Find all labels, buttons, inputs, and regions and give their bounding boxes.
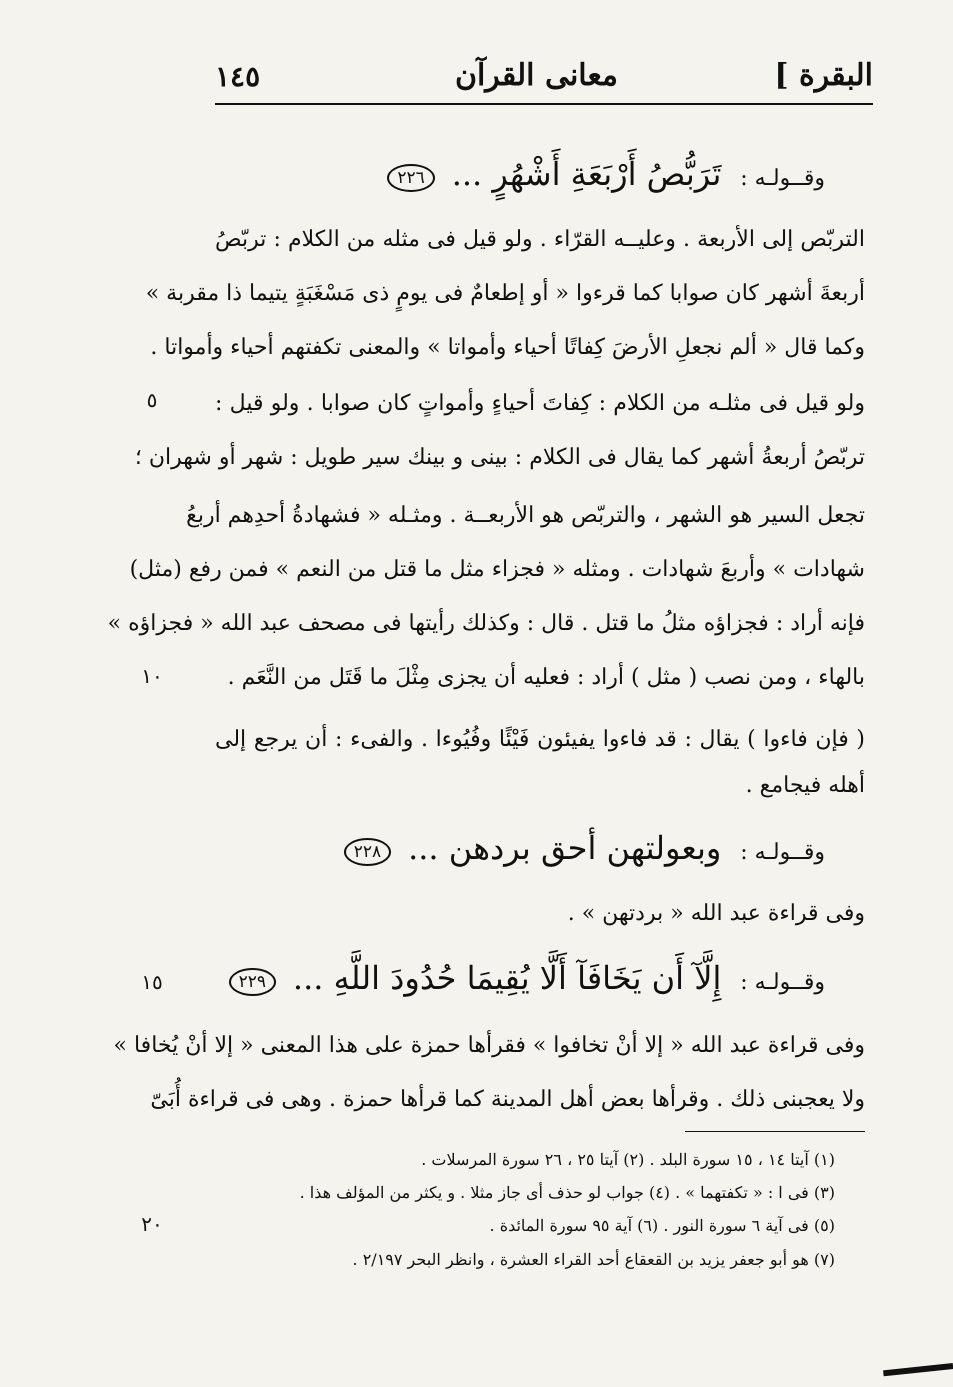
surah-name: البقرة ]: [774, 58, 873, 93]
verse-heading-226: [387, 148, 825, 205]
body-line: أربعةَ أشهر كان صوابا كما قرءوا « أو إطعامٌ فى يومٍ ذى مَسْغَبَةٍ يتيما ذا مقربة »: [145, 281, 865, 306]
body-line: بالهاء ، ومن نصب ( مثل ) أراد : فعليه أن يجزى مِثْلَ ما قَتَل من النَّعَم .: [227, 665, 865, 690]
page-number: ١٤٥: [215, 60, 261, 93]
verse-text: تَرَبُّصُ أَرْبَعَةِ أَشْهُرٍ ...: [451, 155, 722, 193]
body-line: شهادات » وأربعَ شهادات . ومثله « فجزاء مثل ما قتل من النعم » فمن رفع (مثل): [129, 557, 865, 582]
margin-line-number: ٥: [146, 388, 158, 412]
running-header: [215, 50, 873, 102]
body-line: وفى قراءة عبد الله « بردتهن » .: [567, 901, 865, 926]
footnote-rule: [685, 1131, 865, 1132]
body-line: وكما قال « ألم نجعلِ الأرضَ كِفاتًا أحياء وأمواتا » والمعنى تكفتهم أحياء وأمواتا .: [150, 335, 865, 360]
body-line: ( فإن فاءوا ) يقال : قد فاءوا يفيئون فَيْئًا وفُيُوءا . والفىء : أن يرجع إلى: [215, 727, 865, 752]
verse-text: إِلَّآ أَن يَخَافَآ أَلَّا يُقِيمَا حُدُودَ اللَّهِ ...: [292, 959, 722, 997]
body-line: تجعل السير هو الشهر ، والتربّص هو الأربعــة . ومثـله « فشهادةُ أحدِهم أربعُ: [186, 503, 865, 528]
margin-line-number: ٢٠: [141, 1212, 163, 1236]
body-line: أهله فيجامع .: [745, 773, 865, 798]
margin-line-number: ١٠: [141, 664, 163, 688]
body-line: ولا يعجبنى ذلك . وقرأها بعض أهل المدينة كما قرأها حمزة . وهى فى قراءة أُبَىّ: [150, 1087, 865, 1112]
verse-number: ٢٢٩: [229, 968, 276, 996]
book-title: معانى القرآن: [454, 58, 618, 93]
body-line: التربّص إلى الأربعة . وعليــه القرّاء . ولو قيل فى مثله من الكلام : تربّصُ: [215, 227, 865, 252]
verse-number: ٢٢٨: [344, 838, 391, 866]
verse-heading-228: [344, 822, 825, 879]
body-line: تربّصُ أربعةُ أشهر كما يقال فى الكلام : بينى و بينك سير طويل : شهر أو شهران ؛: [134, 445, 865, 470]
margin-line-number: ١٥: [141, 970, 163, 994]
body-line: فإنه أراد : فجزاؤه مثلُ ما قتل . قال : وكذلك رأيتها فى مصحف عبد الله « فجزاؤه »: [107, 611, 865, 636]
verse-text: وبعولتهن أحق بردهن ...: [408, 829, 722, 867]
verse-heading-229: [229, 952, 825, 1009]
verse-lead: وقــولـه :: [740, 166, 825, 191]
footnote: (٣) فى ا : « تكفتهما » . (٤) جواب لو حذف أى جاز مثلا . و يكثر من المؤلف هذا .: [299, 1183, 835, 1202]
body-line: وفى قراءة عبد الله « إلا أنْ تخافوا » فقرأها حمزة على هذا المعنى « إلا أنْ يُخافا »: [113, 1033, 865, 1058]
body-line: ولو قيل فى مثلـه من الكلام : كِفاتَ أحياءٍ وأمواتٍ كان صوابا . ولو قيل :: [215, 391, 865, 416]
verse-number: ٢٢٦: [387, 164, 434, 192]
header-rule: [215, 103, 873, 105]
footnote: (١) آيتا ١٤ ، ١٥ سورة البلد . (٢) آيتا ٢٥ ، ٢٦ سورة المرسلات .: [421, 1150, 835, 1169]
footnote: (٥) فى آية ٦ سورة النور . (٦) آية ٩٥ سورة المائدة .: [489, 1216, 835, 1235]
verse-lead: وقــولـه :: [740, 840, 825, 865]
scan-edge-mark: [883, 1363, 953, 1376]
footnote: (٧) هو أبو جعفر يزيد بن القعقاع أحد القراء العشرة ، وانظر البحر ٢/١٩٧ .: [352, 1250, 835, 1269]
verse-lead: وقــولـه :: [740, 970, 825, 995]
